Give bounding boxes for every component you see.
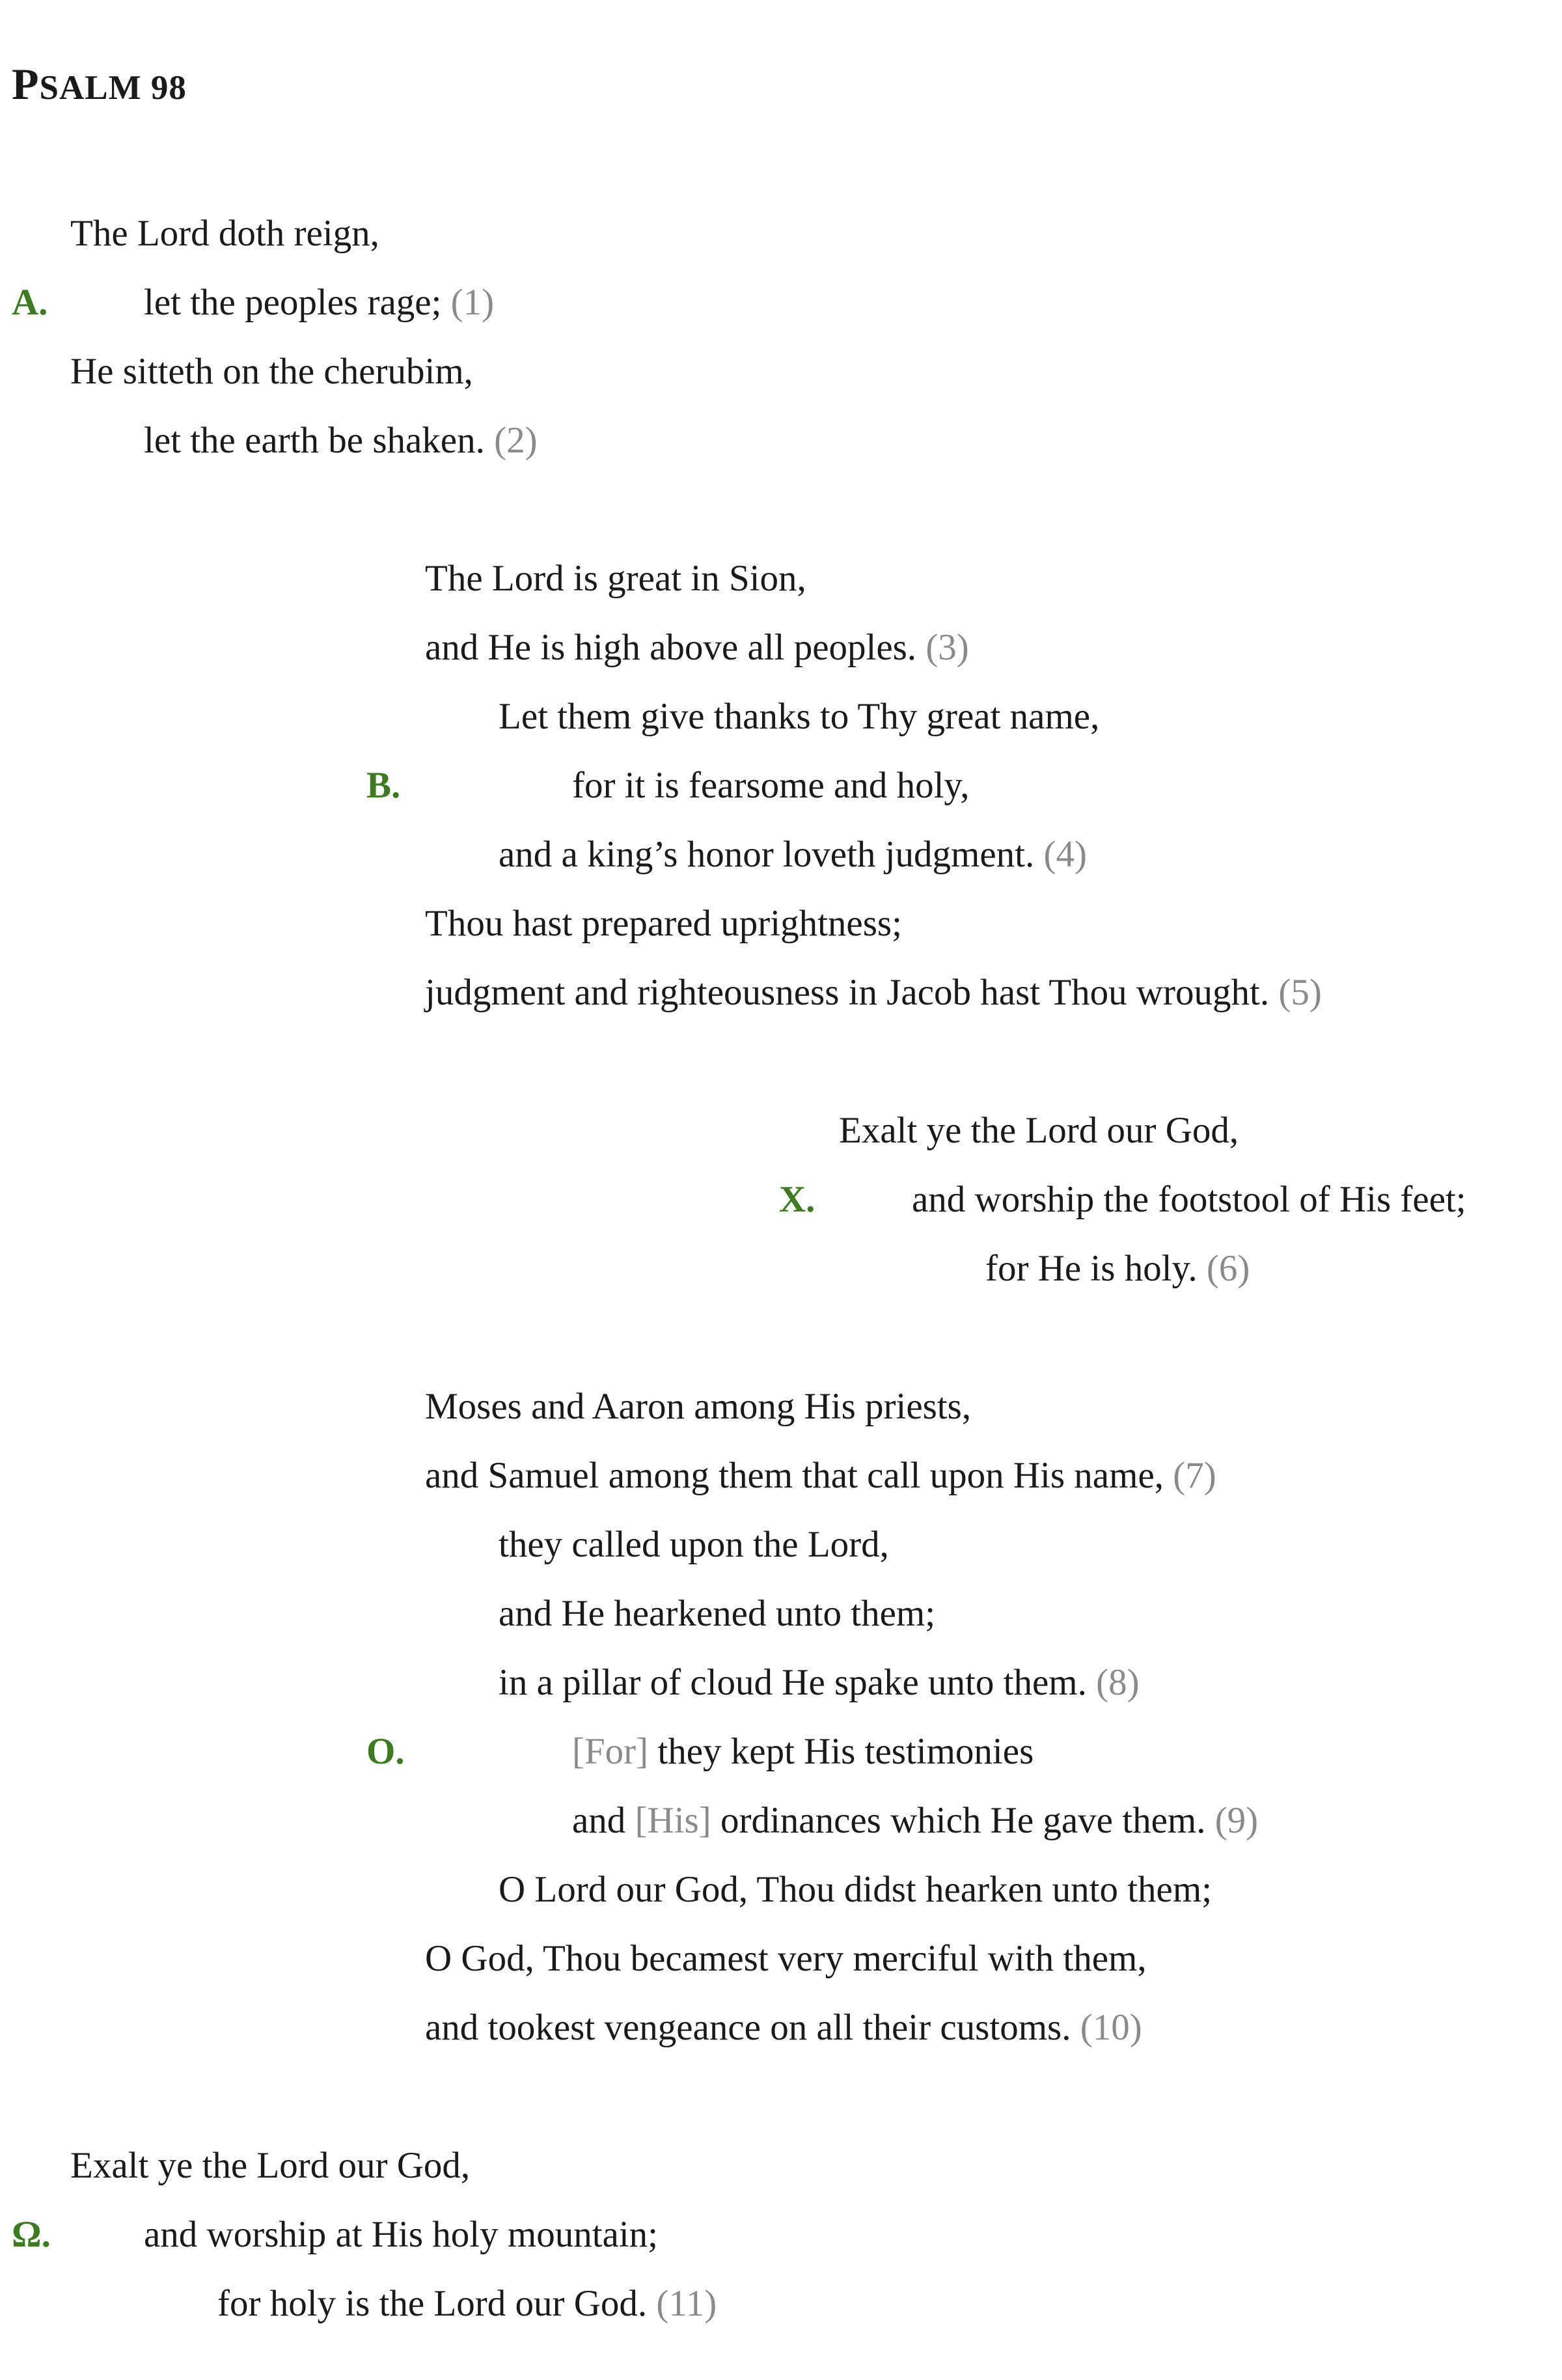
verse-number: (11): [656, 2283, 717, 2324]
verse-line: Thou hast prepared uprightness;: [425, 903, 902, 944]
verse-line: let the peoples rage; (1): [144, 282, 495, 323]
verse-line: for it is fearsome and holy,: [572, 765, 970, 806]
verse-line: Let them give thanks to Thy great name,: [499, 696, 1100, 737]
verse-line: [For] they kept His testimonies: [572, 1731, 1034, 1772]
verse-line: in a pillar of cloud He spake unto them. (8): [499, 1662, 1140, 1703]
verse-number: (6): [1206, 1248, 1250, 1289]
verse-number: (1): [450, 282, 495, 323]
verse-line: and a king’s honor loveth judgment. (4): [499, 834, 1087, 875]
stanza-marker-a: A.: [12, 282, 48, 323]
verse-number: (5): [1278, 972, 1322, 1013]
editorial-bracket: [For]: [572, 1731, 649, 1772]
verse-line: for holy is the Lord our God. (11): [217, 2283, 717, 2324]
verse-line: Moses and Aaron among His priests,: [425, 1386, 972, 1427]
stanza-marker-b: B.: [366, 765, 401, 806]
verse-line: they called upon the Lord,: [499, 1524, 889, 1565]
verse-line: and Samuel among them that call upon His name, (7): [425, 1455, 1216, 1496]
verse-number: (8): [1096, 1662, 1140, 1703]
verse-line: The Lord is great in Sion,: [425, 558, 806, 599]
verse-line: and He hearkened unto them;: [499, 1593, 936, 1634]
verse-line: judgment and righteousness in Jacob hast Thou wrought. (5): [425, 972, 1322, 1013]
verse-line: for He is holy. (6): [985, 1248, 1250, 1289]
stanza-marker-omega: Ω.: [12, 2214, 51, 2255]
page-title: PSALM 98: [12, 59, 187, 109]
verse-line: and worship at His holy mountain;: [144, 2214, 659, 2255]
verse-line: let the earth be shaken. (2): [144, 420, 538, 461]
verse-number: (9): [1214, 1800, 1259, 1841]
verse-line: Exalt ye the Lord our God,: [839, 1110, 1239, 1151]
verse-number: (7): [1173, 1455, 1216, 1496]
verse-number: (4): [1043, 834, 1087, 875]
stanza-marker-x: X.: [779, 1179, 815, 1220]
verse-line: O Lord our God, Thou didst hearken unto them;: [499, 1869, 1213, 1910]
verse-line: and worship the footstool of His feet;: [912, 1179, 1466, 1220]
verse-line: and [His] ordinances which He gave them. (9): [572, 1800, 1259, 1841]
editorial-bracket: [His]: [635, 1800, 711, 1841]
stanza-marker-o: O.: [366, 1731, 405, 1772]
verse-line: and tookest vengeance on all their customs. (10): [425, 2007, 1142, 2048]
verse-line: O God, Thou becamest very merciful with them,: [425, 1938, 1147, 1979]
verse-line: He sitteth on the cherubim,: [70, 351, 473, 392]
verse-line: Exalt ye the Lord our God,: [70, 2145, 471, 2186]
verse-number: (10): [1080, 2007, 1142, 2048]
verse-number: (2): [494, 420, 538, 461]
verse-number: (3): [925, 627, 969, 668]
verse-line: The Lord doth reign,: [70, 213, 379, 254]
verse-line: and He is high above all peoples. (3): [425, 627, 969, 668]
